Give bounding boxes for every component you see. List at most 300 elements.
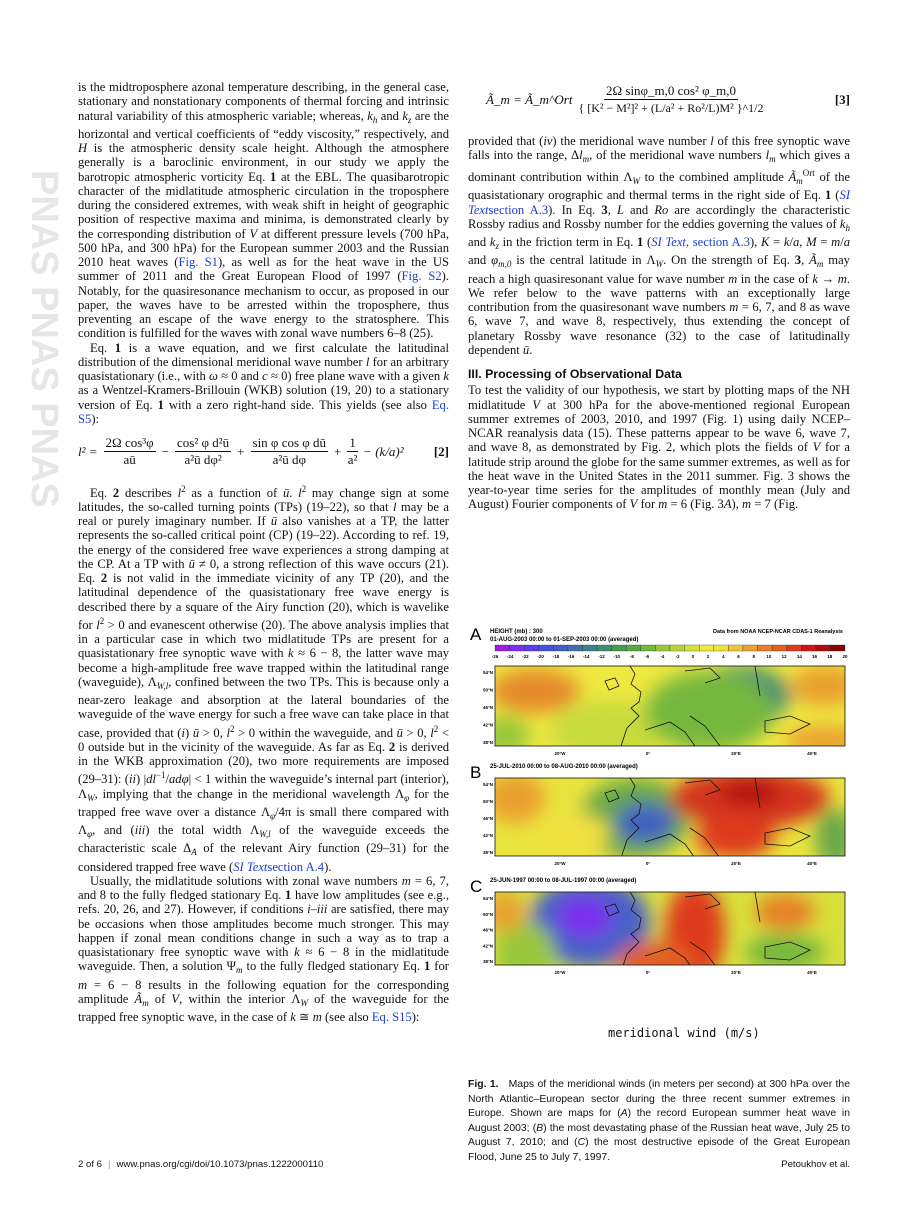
text-run: is derived in the WKB approximation (20), two more requirements are imposed (29–31): ( (78, 739, 449, 787)
math-text: m (831, 235, 841, 249)
text-run: is the central latitude in Λ (511, 253, 656, 268)
longitude-label: 0° (645, 751, 651, 756)
eq-term: 1 (347, 436, 358, 452)
colorbar-tick: 18 (827, 654, 833, 659)
text-run: , within the interior Λ (179, 991, 301, 1006)
text-run: /4π is small there compared with Λ (78, 804, 450, 837)
math-text: i–iii (307, 902, 328, 917)
colorbar-swatch (801, 645, 816, 651)
text-run: in the friction term in Eq. (498, 235, 638, 249)
math-text: a (843, 235, 851, 249)
math-text: k (443, 369, 449, 383)
math-text: ū (282, 485, 290, 500)
math-text: φ (87, 829, 93, 839)
text-run: = 6 (Fig. 3 (667, 497, 724, 512)
math-text: ū (396, 725, 403, 740)
math-text: adφ (169, 772, 189, 787)
period-label: 25-JUL-2010 00:00 to 08-AUG-2010 00:00 (averaged) (490, 764, 638, 770)
wind-anomaly (557, 897, 613, 937)
math-text: ū (192, 725, 200, 740)
latitude-label: 42°N (482, 722, 493, 728)
reference-link[interactable]: SI Text (468, 188, 851, 217)
colorbar-tick: -2 (675, 654, 680, 659)
text-run: | < 1 within the waveguide’s internal part (interior), Λ (78, 772, 449, 801)
longitude-label: 20°E (731, 751, 741, 756)
math-text: l (177, 485, 182, 500)
eq-op: − (363, 443, 372, 459)
colorbar-swatch (655, 645, 670, 651)
wind-anomaly (490, 669, 580, 713)
colorbar-swatch (816, 645, 831, 651)
text-run: / (789, 235, 793, 249)
colorbar-swatch (758, 645, 773, 651)
math-text: k (812, 271, 818, 286)
math-text: m (729, 300, 739, 314)
text-run: of the relevant Airy function (29–31) for the considered trapped free wave ( (78, 841, 449, 874)
colorbar-swatch (685, 645, 700, 651)
math-text: Ã (809, 253, 817, 268)
math-text: 1 (285, 888, 292, 902)
text-run: / (165, 772, 169, 787)
math-text: Ã (134, 991, 143, 1006)
colorbar-tick: -22 (522, 654, 529, 659)
math-text: l (365, 354, 370, 369)
math-text: Ã (788, 170, 797, 184)
period-label: 01-AUG-2003 00:00 to 01-SEP-2003 00:00 (averaged) (490, 637, 639, 643)
text-run: , implying that the change in the meridional wavelength Λ (94, 786, 405, 801)
wind-anomaly (540, 813, 610, 853)
colorbar-tick: -26 (491, 654, 499, 659)
text-run: are the horizontal and vertical coefficients of “eddy viscosity,” respectively, and (78, 108, 449, 141)
eq-term: 2Ω cos³φ (104, 436, 156, 452)
math-text: 2 (388, 739, 396, 754)
caption-label: Fig. 1. (468, 1079, 499, 1090)
math-text: 2 (112, 485, 120, 500)
math-text: l (226, 725, 230, 740)
math-text: dl (146, 772, 156, 787)
math-text: W (300, 997, 308, 1008)
math-text: W (655, 259, 664, 270)
text-run: ≠ 0, a strong reflection of this wave occurs (21). Eq. (78, 556, 450, 585)
text-run: / (840, 235, 844, 249)
text-run: ≈ 6 − 8, the latter wave may become a high-amplitude free wave trapped within the latitudinal range (waveguide), Λ (78, 646, 450, 689)
colorbar-swatch (670, 645, 685, 651)
text-run: ) the total width Λ (145, 823, 260, 837)
text-run: , of the meridional wave numbers (589, 147, 766, 162)
text-run: at different pressure levels (700 hPa, 500 hPa, and 300 hPa) for the European summer 2003 and the Russian 2010 heat waves ( (78, 226, 449, 269)
math-text: k (288, 646, 294, 661)
text-run: for (430, 959, 449, 974)
text-run: = (816, 235, 832, 249)
colorbar-swatch (539, 645, 554, 651)
math-text: m (658, 497, 668, 512)
math-text: −1 (155, 770, 166, 781)
text-run: < 0 outside but in the vicinity of the waveguide. As far as Eq. (78, 725, 449, 754)
text-run: are accordingly the characteristic Rossby radius and Rossby number for the eddies governing the values of (468, 202, 851, 231)
text-run: . (529, 342, 533, 357)
text-run: ( (643, 235, 652, 249)
math-text: k (290, 1010, 296, 1024)
map-panel-a (470, 625, 865, 761)
paragraph (78, 341, 449, 427)
longitude-label: 40°E (807, 970, 817, 975)
eq-op: − (161, 443, 170, 459)
colorbar-swatch (772, 645, 787, 651)
math-text: k (402, 108, 408, 123)
math-text: φ (404, 792, 410, 803)
text-run: ), as well as for the heat wave in the US summer of 2011 and the Great European Flood of 1997 ( (78, 255, 449, 284)
latitude-label: 38°N (482, 850, 493, 855)
math-text: 1 (637, 235, 644, 249)
map-field (482, 768, 855, 868)
math-text: ω (209, 369, 218, 383)
colorbar-swatch (626, 645, 641, 651)
figure-1 (468, 622, 858, 1062)
text-run: . We refer below to the wave patterns with an exceptionally large contribution from the quasiresonant wave numbers (468, 271, 851, 314)
math-text: 2 (301, 483, 307, 494)
colorbar-swatch (553, 645, 568, 651)
text-run: ). (324, 859, 332, 874)
text-run: > 0, (199, 725, 227, 740)
math-text: z (407, 114, 412, 125)
pnas-watermark (0, 160, 65, 680)
text-run: and (377, 108, 403, 123)
text-run: for (637, 497, 659, 512)
text-run: ) the meridional wave number (552, 133, 711, 148)
authors: Petoukhov et al. (781, 1159, 850, 1170)
reference-link[interactable]: section A.4 (267, 859, 325, 874)
math-text: m (796, 176, 803, 186)
text-run: in the case of (737, 271, 813, 286)
colorbar-swatch (743, 645, 758, 651)
reference-link[interactable]: section A.3 (692, 235, 750, 249)
math-text: 3 (601, 202, 608, 217)
math-text: c (262, 369, 268, 383)
math-text: l (710, 133, 714, 148)
map-panel-b (470, 763, 855, 868)
math-text: l (298, 485, 302, 500)
text-run: for an arbitrary quasistationary (i.e., with (78, 354, 449, 383)
eq-term: cos² φ d²ū (175, 436, 231, 452)
eq-term: (k/a)² (375, 443, 404, 459)
meridional-wind-maps (468, 622, 858, 1022)
text-run: have low amplitudes (see e.g., refs. 20, 26, and 27). However, if conditions (78, 888, 449, 917)
text-run: > 0 and evanescent otherwise (20). The above analysis implies that in a particular case in which two midlatitude TPs are present for a quasistationary free synoptic wave with (78, 617, 449, 661)
eq-lhs: Ã_m = Ã_m^Ort (486, 91, 573, 107)
paragraph (78, 80, 449, 341)
colorbar-tick: -18 (552, 654, 560, 659)
colorbar-tick: -10 (613, 654, 620, 659)
text-run: > 0, (402, 725, 431, 740)
text-run: also vanishes at a TP, the latter represents the so-called critical point (CP) (19–22). According to ref. 19, the energy of the considered free wave experiences a strong damping at the CP. At a TP with (78, 514, 450, 571)
text-run: at 300 hPa for the above-mentioned regional European summer extremes of 2003, 2010, and 1997 (Fig. 1) using daily NCEP–NCAR reanalysis data (15). These patterns appear to be wave 6, wave 7, and wave 8, as demonstrated by Fig. 2, which plots the fields of (468, 397, 850, 455)
text-run: = 6, 7, and 8 as wave 6, wave 7, and wave 8, respectively, thus extending the concept of planetary Rossby wave resonance (32) to the case of latitudinally dependent (468, 300, 850, 357)
math-text: h (372, 114, 378, 125)
text-run: ) (185, 725, 193, 740)
text-run: Maps of the meridional winds (in meters per second) at 300 hPa over the North Atlantic–European sector during the three recent summer extremes in Europe. Shown are maps for ( (468, 1079, 850, 1119)
text-run: ( (831, 188, 840, 203)
math-text: z (495, 241, 499, 251)
section-heading: III. Processing of Observational Data (468, 367, 682, 381)
math-text: 3 (794, 253, 802, 268)
text-run: of (148, 991, 172, 1006)
latitude-label: 54°N (482, 782, 493, 787)
math-text: m (728, 271, 738, 286)
wind-anomaly (695, 818, 775, 858)
colorbar-swatch (524, 645, 539, 651)
text-run: ). In Eq. (548, 202, 602, 217)
text-run: . (289, 485, 299, 500)
longitude-label: 20°E (731, 861, 741, 866)
text-run: ) the record European summer heat wave in August 2003; ( (468, 1108, 850, 1134)
text-run: → (818, 271, 838, 286)
left-column (78, 80, 449, 1024)
math-text: ū (522, 342, 530, 357)
text-run: is the atmospheric density scale height. Although the atmosphere generally is a baroclinic environment, in our study we apply the barotropic atmospheric vorticity Eq. (78, 141, 449, 184)
latitude-label: 38°N (482, 740, 493, 745)
text-run: > 0 within the waveguide, and (234, 725, 397, 740)
longitude-label: 20°W (554, 970, 566, 975)
text-run: is not valid in the immediate vicinity of any TP (20), and the latitudinal dependence of the quasistationary free wave energy is described there by a square of the Airy function (20), which is wavelike for (78, 571, 449, 632)
reference-link[interactable]: Eq. S5 (78, 397, 449, 426)
wind-anomaly (815, 808, 855, 868)
reference-link[interactable]: Fig. S1 (178, 255, 218, 269)
colorbar-tick: 16 (812, 654, 818, 659)
math-text: i (181, 725, 185, 740)
math-text: V (171, 991, 180, 1006)
text-run: of the waveguide exceeds the characteristic scale Δ (78, 823, 450, 856)
math-text: 1 (157, 397, 164, 412)
eq-term: 2Ω sinφ_m,0 cos² φ_m,0 (604, 84, 738, 100)
wind-anomaly (790, 666, 860, 706)
colorbar-tick: -8 (629, 654, 634, 659)
text-run: as a Wentzel-Kramers-Brillouin (WKB) solution (19, 20) to a stationary version of Eq. (78, 383, 449, 412)
paragraph (78, 482, 449, 874)
wind-anomaly (645, 671, 775, 751)
caption-text (468, 1079, 850, 1163)
math-text: φ (270, 810, 276, 821)
reference-link[interactable]: SI Text (233, 859, 268, 874)
text-run: for a latitude strip around the globe for the same summer extremes, as well as for the heat wave in the United States in the 2011 summer. Fig. 3 shows the year-to-year time series for the amplitudes of monthly mean (July and August) Fourier components of (468, 440, 851, 512)
math-text: l (765, 147, 770, 162)
text-run: which gives a dominant contribution within Λ (468, 147, 850, 184)
eq-term: a²ū dφ² (184, 452, 222, 468)
math-text: k (367, 108, 373, 123)
height-label: HEIGHT (mb) : 300 (490, 629, 543, 635)
text-run: to the combined amplitude (639, 170, 789, 184)
colorbar-swatch (597, 645, 612, 651)
text-run: may be a real or purely imaginary number. If (78, 499, 449, 528)
math-text: V (629, 497, 638, 512)
latitude-label: 54°N (482, 896, 493, 901)
math-text: ii (128, 772, 136, 787)
math-text: ū (270, 514, 278, 528)
text-run: = 6 − 8 results in the following equation for the corresponding amplitude (78, 977, 449, 1006)
latitude-label: 50°N (482, 687, 493, 693)
text-run: at the EBL. The quasibarotropic character of the midlatitude atmospheric circulation in the troposphere during the considered extremes, with weak shift in height of geographic position of respective maxima and minima, is demonstrated clearly by the corresponding distribution of (78, 169, 449, 241)
text-run: ≈ 6 − 8 in the midlatitude waveguide. Then, a solution Ψ (78, 945, 449, 974)
text-run: of this free synoptic wave falls into the range, Δ (468, 133, 850, 162)
longitude-label: 40°E (807, 751, 817, 756)
text-run: may change sign at some latitudes, the so-called turning points (TPs) (19–22), so that (78, 485, 449, 514)
text-run: of the quasistationary orographic and thermal terms in the right side of Eq. (468, 170, 850, 203)
colorbar-swatch (787, 645, 802, 651)
page-footer: 2 of 6 | www.pnas.org/cgi/doi/10.1073/pnas.1222000110 Petoukhov et al. (78, 1159, 850, 1170)
colorbar-tick: 20 (842, 654, 848, 659)
wind-anomaly (755, 894, 815, 930)
text-run: (see also (321, 1010, 372, 1024)
longitude-label: 0° (645, 970, 651, 975)
text-run: may reach a high quasiresonant value for wave number (468, 253, 850, 286)
x-axis-label: meridional wind (m/s) (608, 1026, 760, 1040)
math-text: iii (134, 823, 146, 837)
math-text: k (783, 235, 790, 249)
longitude-label: 20°W (554, 751, 566, 756)
math-text: k (294, 945, 300, 959)
right-column (468, 80, 850, 512)
math-text: m (401, 873, 411, 888)
text-run: and (623, 202, 655, 217)
eq-term: a² (347, 452, 358, 468)
text-run: is a wave equation, and we first calculate the latitudinal distribution of the dimensional meridional wave number (78, 340, 449, 369)
colorbar-swatch (583, 645, 598, 651)
colorbar-swatch (612, 645, 627, 651)
math-text: m (235, 965, 243, 976)
period-label: 25-JUN-1997 00:00 to 08-JUL-1997 00:00 (averaged) (490, 878, 637, 884)
colorbar-tick: 6 (737, 654, 740, 659)
math-text: l (579, 147, 583, 162)
math-text: 1 (114, 340, 122, 355)
math-text: iv (543, 133, 553, 148)
math-text: ū (188, 556, 195, 571)
eq-op: + (334, 443, 342, 459)
text-run: = (769, 235, 784, 249)
math-text: A (620, 1108, 628, 1119)
math-text: 2 (229, 723, 235, 734)
colorbar-swatch (728, 645, 743, 651)
longitude-label: 40°E (807, 861, 817, 866)
text-run: . On the strength of Eq. (663, 253, 795, 268)
data-source: Data from NOAA NCEP-NCAR CDAS-1 Reanalysis (713, 629, 843, 635)
text-run: ): (91, 411, 100, 426)
panel-letter: C (470, 877, 483, 896)
eq-term: a²ū dφ (272, 452, 306, 468)
doi-link[interactable]: www.pnas.org/cgi/doi/10.1073/pnas.1222000110 (116, 1159, 324, 1170)
equation-2 (78, 436, 449, 468)
text-run: Eq. (90, 340, 115, 355)
longitude-label: 20°E (731, 970, 741, 975)
math-text: V (532, 397, 541, 412)
colorbar-swatch (699, 645, 714, 651)
math-text: φ (491, 253, 499, 268)
text-run: , (801, 253, 810, 268)
text-run: is the midtroposphere azonal temperature describing, in the general case, stationary and nonstationary components of thermal forcing and intrinsic natural variability of this atmospheric variable; whereas, (78, 80, 449, 123)
text-run: , confined between the two TPs. This is because only a near-zero leakage and absorption at the lateral boundaries of the waveguide of the wave energy for such a free wave can take place in that case, provided that ( (78, 674, 449, 740)
math-text: m (816, 259, 824, 270)
panel-letter: B (470, 763, 482, 782)
math-text: a (793, 235, 800, 249)
text-run: , (799, 235, 807, 249)
wind-anomaly (615, 803, 675, 843)
colorbar-swatch (830, 645, 845, 651)
latitude-label: 42°N (482, 833, 493, 838)
colorbar-tick: -20 (537, 654, 544, 659)
eq-term: { [K² − M²]² + (L/a² + Ro²/L)M² }^1/2 (578, 101, 764, 116)
text-run: ). Notably, for the quasiresonance mechanism to occur, as proposed in our paper, the waves have to be arrested within the troposphere, thus preventing an escape of the wave energy to the stratosphere. This condition is fulfilled for the waves with zonal wave numbers 6–8 (25). (78, 269, 449, 341)
wind-anomaly (482, 773, 545, 823)
equation-number: [2] (433, 443, 449, 459)
math-text: A (723, 497, 732, 512)
colorbar-swatch (568, 645, 583, 651)
text-run: as a function of (185, 485, 283, 500)
text-run: ): (411, 1010, 420, 1024)
math-text: 2 (181, 483, 186, 494)
eq-lhs: l² = (78, 443, 98, 459)
math-text: W,l (259, 829, 271, 839)
math-text: A (191, 847, 197, 858)
math-text: 2 (99, 615, 105, 626)
reference-link[interactable]: Fig. S2 (401, 269, 442, 284)
reference-link[interactable]: Eq. S15 (371, 1010, 412, 1024)
reference-link[interactable]: SI Text, (651, 235, 693, 249)
latitude-label: 42°N (482, 943, 493, 949)
text-run: ), (731, 497, 743, 512)
math-text: m (78, 977, 88, 992)
colorbar-tick: -12 (598, 654, 605, 659)
svg-text:PNAS PNAS PNAS: PNAS PNAS PNAS (23, 170, 65, 508)
text-run: and (468, 253, 492, 268)
math-text: 2 (433, 723, 439, 734)
math-text: Ro (654, 202, 669, 217)
math-text: l (430, 725, 434, 740)
reference-link[interactable]: section A.3 (488, 202, 549, 217)
eq-op: + (237, 443, 245, 459)
latitude-label: 50°N (482, 911, 493, 917)
text-run: provided that ( (468, 133, 544, 148)
math-text: m (742, 497, 752, 512)
math-text: V (812, 440, 821, 455)
colorbar-tick: 0 (691, 654, 695, 659)
colorbar-tick: 4 (722, 654, 725, 659)
text-run: ) | (135, 772, 147, 787)
text-run: Eq. (90, 485, 113, 500)
text-run: = 7 (Fig. (751, 497, 799, 512)
colorbar-swatch (641, 645, 656, 651)
text-run: are satisfied, there may be occasions when those amplitudes become much stronger. This may happen if zonal mean conditions change in such a way as to trap a quasistationary free synoptic wave with (78, 902, 449, 959)
text-run: , and ( (92, 823, 135, 837)
text-run: for the trapped free wave over a distance Λ (78, 786, 449, 819)
colorbar-swatch (495, 645, 510, 651)
math-text: m (837, 271, 847, 286)
map-field (480, 666, 865, 761)
math-text: L (616, 202, 624, 217)
colorbar-tick: -24 (506, 654, 514, 659)
wind-anomaly (615, 942, 695, 982)
latitude-label: 46°N (482, 816, 493, 821)
text-run: ), (749, 235, 762, 249)
text-run: = 6, 7, and 8 to the fully fledged stationary Eq. (78, 873, 449, 902)
text-run: ) the most devastating phase of the Russian heat wave, July 25 to August 7, 2010; and ( (468, 1122, 850, 1148)
colorbar-tick: 12 (781, 654, 787, 659)
math-text: m (312, 1010, 322, 1024)
equation-3 (468, 84, 850, 116)
math-text: 1 (270, 169, 277, 184)
colorbar-tick: -16 (567, 654, 575, 659)
text-run: to the fully fledged stationary Eq. (242, 959, 424, 974)
math-text: m (769, 153, 776, 164)
wind-anomaly (720, 781, 780, 805)
math-text: l (392, 499, 397, 514)
